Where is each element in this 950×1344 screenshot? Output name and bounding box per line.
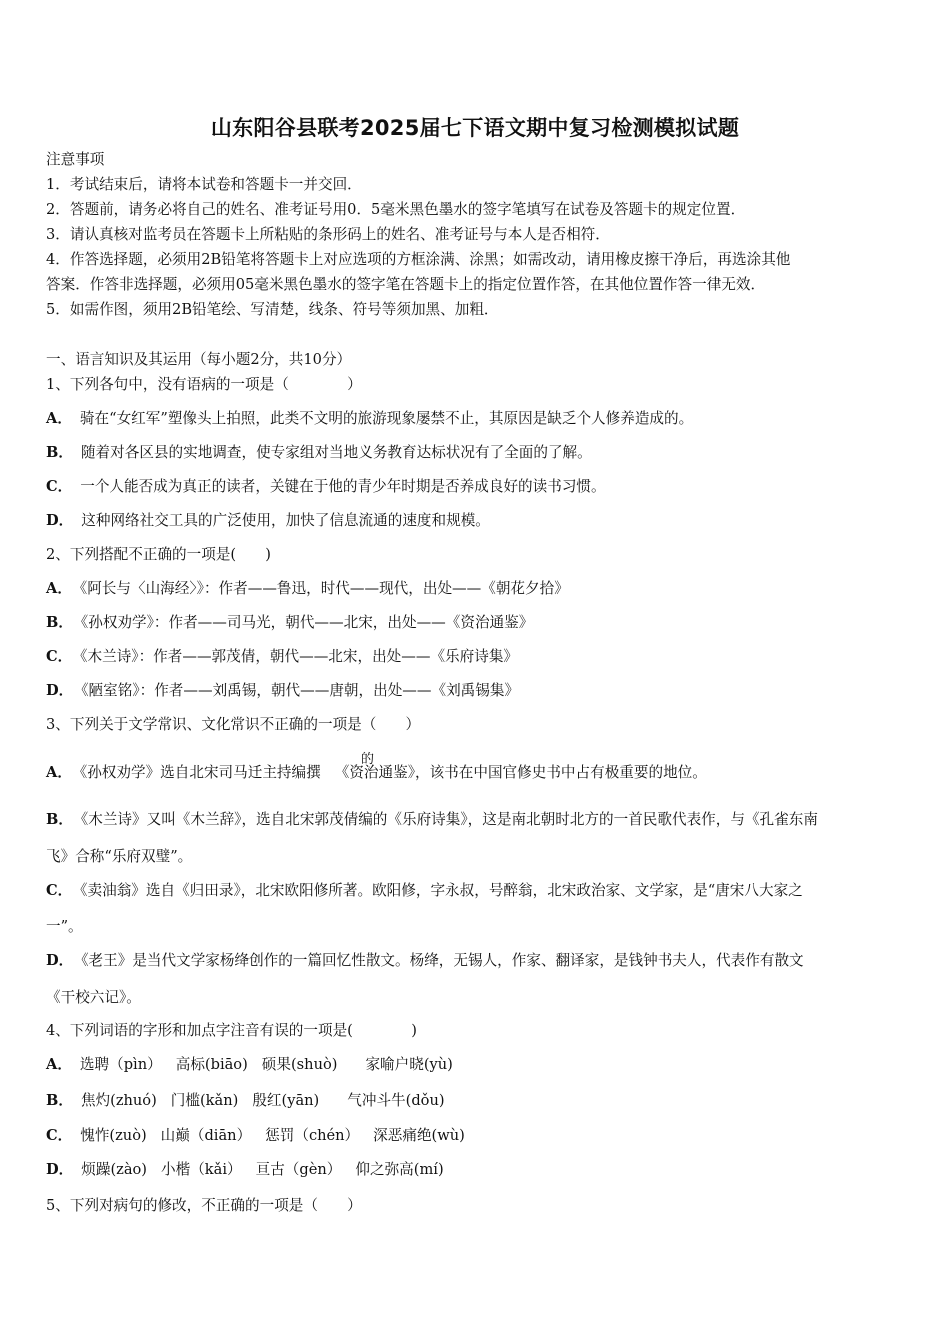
word: 山巅（diān） (160, 1127, 252, 1144)
option-text: 骑在“女红军”塑像头上拍照，此类不文明的旅游现象屡禁不止，其原因是缺乏个人修养造成的。 (79, 410, 694, 427)
option-label: B． (46, 1092, 73, 1109)
question-1-option-d (46, 511, 490, 531)
question-1-option-b (46, 443, 592, 463)
notice-item: 5．如需作图，须用2B铅笔绘、写清楚，线条、符号等须加黑、加粗． (46, 301, 499, 318)
question-3-option-d (46, 951, 804, 971)
question-4-option-d (46, 1160, 444, 1180)
option-continuation: 飞》合称“乐府双璧”。 (46, 848, 193, 865)
option-label: A． (46, 764, 72, 781)
question-2-option-a (46, 579, 569, 599)
question-4-option-c (46, 1126, 465, 1146)
question-2-option-d (46, 681, 519, 701)
option-label: D． (46, 1161, 74, 1178)
option-text: 《木兰诗》：作者——郭茂倩，朝代——北宋，出处——《乐府诗集》 (80, 648, 519, 665)
option-label: A． (46, 410, 72, 427)
word: 门槛(kǎn) (170, 1092, 239, 1109)
word: 愧怍(zuò) (80, 1127, 147, 1144)
word: 仰之弥高(mí) (355, 1161, 444, 1178)
option-text: 一个人能否成为真正的读者，关键在于他的青少年时期是否养成良好的读书习惯。 (80, 478, 606, 495)
question-5-stem: 5、下列对病句的修改，不正确的一项是（ ） (46, 1197, 362, 1214)
word: 小楷（kǎi） (161, 1161, 242, 1178)
word: 深恶痛绝(wù) (373, 1127, 465, 1144)
option-label: C． (46, 1127, 73, 1144)
word: 气冲斗牛(dǒu) (347, 1092, 445, 1109)
option-continuation: 《干校六记》。 (46, 989, 141, 1006)
notice-item: 3．请认真核对监考员在答题卡上所粘贴的条形码上的姓名、准考证号与本人是否相符． (46, 226, 610, 243)
notice-item: 4．作答选择题，必须用2B铅笔将答题卡上对应选项的方框涂满、涂黑；如需改动，请用橡皮擦干净后，再选涂其他 (46, 251, 791, 268)
question-4-stem: 4、下列词语的字形和加点字注音有误的一项是( ) (46, 1022, 417, 1039)
question-2-option-b (46, 613, 533, 633)
option-text: 《阿长与〈山海经〉》：作者——鲁迅，时代——现代，出处——《朝花夕拾》 (79, 580, 569, 597)
question-1-stem: 1、下列各句中，没有语病的一项是（ ） (46, 376, 362, 393)
question-1-option-a (46, 409, 693, 429)
option-label: B． (46, 614, 73, 631)
notice-item: 答案．作答非选择题，必须用05毫米黑色墨水的签字笔在答题卡上的指定位置作答，在其他位置作答一律无效． (46, 276, 766, 293)
option-label: B． (46, 444, 73, 461)
question-1-option-c (46, 477, 606, 497)
word: 亘古（gèn） (255, 1161, 342, 1178)
option-text: 《老王》是当代文学家杨绛创作的一篇回忆性散文。杨绛，无锡人，作家、翻译家，是钱钟书夫人，代表作有散文 (81, 952, 804, 969)
question-4-option-b (46, 1091, 445, 1111)
option-label: D． (46, 682, 74, 699)
question-3-stem: 3、下列关于文学常识、文化常识不正确的一项是（ ） (46, 716, 421, 733)
option-label: D． (46, 512, 74, 529)
notice-item: 2．答题前，请务必将自己的姓名、准考证号用0．5毫米黑色墨水的签字笔填写在试卷及答题卡的规定位置． (46, 201, 746, 218)
question-2-stem: 2、下列搭配不正确的一项是( ) (46, 546, 271, 563)
word: 硕果(shuò) (261, 1056, 338, 1073)
word: 焦灼(zhuó) (80, 1092, 157, 1109)
option-label: B． (46, 811, 73, 828)
option-label: C． (46, 882, 73, 899)
section-heading: 一、语言知识及其运用（每小题2分，共10分） (46, 351, 352, 368)
option-text: 《资治通鉴》，该书在中国官修史书中占有极重要的地位。 (334, 764, 707, 781)
word: 家喻户晓(yù) (365, 1056, 453, 1073)
option-text: 《孙权劝学》：作者——司马光，朝代——北宋，出处——《资治通鉴》 (80, 614, 534, 631)
question-2-option-c (46, 647, 518, 667)
option-label: D． (46, 952, 74, 969)
word: 惩罚（chén） (265, 1127, 360, 1144)
option-continuation: 一”。 (46, 918, 83, 935)
word: 高标(biāo) (175, 1056, 248, 1073)
word: 烦躁(zào) (81, 1161, 148, 1178)
option-label: C． (46, 478, 73, 495)
word: 殷红(yān) (252, 1092, 320, 1109)
option-text: 随着对各区县的实地调查，使专家组对当地义务教育达标状况有了全面的了解。 (80, 444, 592, 461)
question-3-option-b (46, 810, 818, 830)
page-title: 山东阳谷县联考2025届七下语文期中复习检测模拟试题 (210, 116, 740, 140)
notice-heading: 注意事项 (46, 151, 105, 168)
question-4-option-a (46, 1055, 453, 1075)
question-3-option-c (46, 881, 803, 901)
question-3-option-a (46, 763, 707, 783)
option-label: A． (46, 1056, 72, 1073)
option-text: 《木兰诗》又叫《木兰辞》，选自北宋郭茂倩编的《乐府诗集》，这是南北朝时北方的一首民歌代表作，与《孔雀东南 (80, 811, 818, 828)
option-text: 这种网络社交工具的广泛使用，加快了信息流通的速度和规模。 (81, 512, 490, 529)
insertion-mark: 的 (361, 752, 375, 767)
option-label: A． (46, 580, 72, 597)
word: 选聘（pìn） (79, 1056, 162, 1073)
option-text: 《陋室铭》：作者——刘禹锡，朝代——唐朝，出处——《刘禹锡集》 (81, 682, 520, 699)
notice-item: 1．考试结束后，请将本试卷和答题卡一并交回． (46, 176, 362, 193)
option-label: C． (46, 648, 73, 665)
option-text: 《孙权劝学》选自北宋司马迁主持编撰 (79, 764, 321, 781)
option-text: 《卖油翁》选自《归田录》，北宋欧阳修所著。欧阳修，字永叔，号醉翁，北宋政治家、文学家，是“唐宋八大家之 (80, 882, 803, 899)
